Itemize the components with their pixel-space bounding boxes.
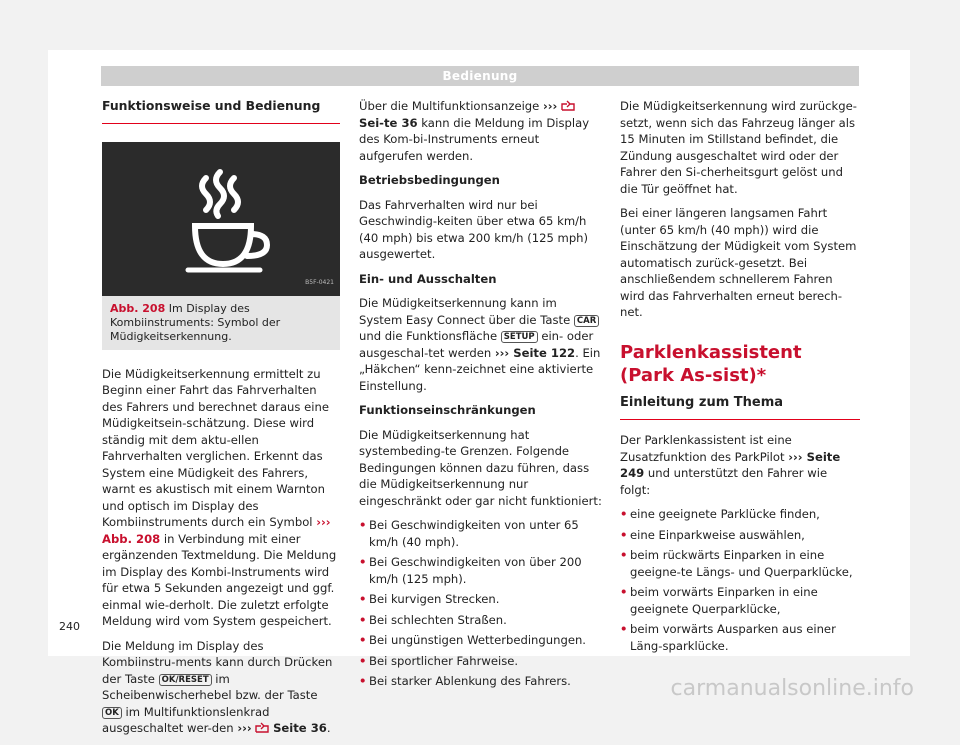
- page-link[interactable]: ››› Seite 249: [620, 449, 841, 480]
- text: Die Müdigkeitserkennung ermittelt zu Beginn einer Fahrt das Fahrverhalten des Fahrers und berechnet daraus eine Müdigkeitsein-schätzung. Diese wird ständig mit dem aktu-ellen Fahrverhalten verglichen. Erkennt das System eine Müdigkeit des Fahrers, warnt es akustisch mit einem Warnton und optisch im Display des Kombiinstruments durch ein Symbol: [102, 366, 329, 529]
- arrow-marker: ›››: [237, 721, 252, 735]
- page-header: Bedienung: [101, 66, 859, 86]
- list-item: • Bei starker Ablenkung des Fahrers.: [359, 673, 602, 690]
- bullet-list: [359, 517, 602, 690]
- text: . Ein „Häkchen“ kenn-zeichnet eine aktivierte Einstellung.: [359, 345, 601, 393]
- ok-key: OK: [102, 707, 122, 719]
- section-title: Funktionsweise und Bedienung: [102, 98, 340, 124]
- list-item: • Bei kurvigen Strecken.: [359, 591, 602, 608]
- coffee-cup-icon: [102, 142, 340, 296]
- paragraph: [359, 98, 602, 164]
- list-item: • Bei Geschwindigkeiten von unter 65 km/h (40 mph).: [359, 517, 602, 550]
- list-item: • Bei ungünstigen Wetterbedingungen.: [359, 632, 602, 649]
- text: und die Funktionsfläche: [359, 329, 501, 343]
- page-number: 240: [59, 620, 80, 633]
- list-item: • Bei schlechten Straßen.: [359, 612, 602, 629]
- list-item: • eine Einparkweise auswählen,: [620, 527, 860, 544]
- page-reference-icon: [561, 100, 575, 111]
- watermark: carmanualsonline.info: [670, 676, 914, 701]
- figure-caption: [102, 296, 340, 350]
- subheading: Ein- und Ausschalten: [359, 271, 497, 286]
- caption-ref: Abb. 208: [110, 301, 166, 315]
- arrow-marker: ›››: [542, 99, 558, 113]
- chapter-title: Parklenkassistent (Park As-sist)*: [620, 341, 802, 386]
- figure-code: B5F-0421: [305, 279, 334, 286]
- paragraph: Die Müdigkeitserkennung hat systembeding-te Grenzen. Folgende Bedingungen können dazu führen, dass die Müdigkeitserkennung nur eingeschränkt oder gar nicht funktioniert:: [359, 427, 602, 508]
- page-link[interactable]: ››› Seite 122: [494, 345, 576, 360]
- text: Die Meldung im Display des Kombiinstru-ments kann durch Drücken der Taste: [102, 638, 333, 686]
- list-item: • beim vorwärts Ausparken aus einer Läng-sparklücke.: [620, 621, 860, 654]
- text: Die Müdigkeitserkennung kann im System Easy Connect über die Taste: [359, 296, 574, 327]
- page-link[interactable]: Seite 36: [273, 721, 327, 735]
- figure-link[interactable]: ››› Abb. 208: [102, 515, 331, 546]
- paragraph: [620, 432, 860, 498]
- paragraph: [102, 366, 340, 630]
- subheading: Funktionseinschränkungen: [359, 403, 536, 417]
- list-item: • beim rückwärts Einparken in eine geeigne-te Längs- und Querparklücke,: [620, 547, 860, 580]
- column-2: [359, 98, 602, 696]
- list-item: • Bei Geschwindigkeiten von über 200 km/h (125 mph).: [359, 554, 602, 587]
- setup-key: SETUP: [501, 331, 538, 343]
- column-3: [620, 98, 860, 660]
- figure-display: [102, 142, 340, 296]
- text: und unterstützt den Fahrer wie folgt:: [620, 466, 828, 497]
- okreset-key: OK/RESET: [159, 674, 212, 686]
- page-link[interactable]: Sei-te 36: [359, 115, 418, 130]
- bullet-list: [620, 506, 860, 654]
- page-reference-icon: [255, 722, 269, 733]
- list-item: • Bei sportlicher Fahrweise.: [359, 653, 602, 670]
- list-item: • eine geeignete Parklücke finden,: [620, 506, 860, 523]
- paragraph: [102, 638, 340, 737]
- text: im Scheibenwischerhebel bzw. der Taste: [102, 671, 318, 702]
- text: Über die Multifunktionsanzeige: [359, 99, 543, 113]
- caption-text: Im Display des Kombiinstruments: Symbol der Müdigkeitserkennung.: [110, 301, 281, 343]
- paragraph: [359, 295, 602, 394]
- text: in Verbindung mit einer ergänzenden Textmeldung. Die Meldung im Display des Kombi-Instruments wird für etwa 5 Sekunden angezeigt und ggf. einmal wie-derholt. Die zuletzt erfolgte Meldung wird vom System gespeichert.: [102, 531, 337, 628]
- text: .: [326, 721, 331, 735]
- text: kann die Meldung im Display des Kom-bi-Instruments erneut aufgerufen werden.: [359, 115, 590, 163]
- paragraph: Das Fahrverhalten wird nur bei Geschwindig-keiten über etwa 65 km/h (40 mph) bis etwa 200 km/h (125 mph) ausgewertet.: [359, 197, 589, 261]
- section-title: Einleitung zum Thema: [620, 395, 860, 421]
- car-key: CAR: [574, 315, 599, 327]
- text: Der Parklenkassistent ist eine Zusatzfunktion des ParkPilot: [620, 433, 792, 464]
- text: im Multifunktionslenkrad ausgeschaltet wer-den: [102, 704, 270, 735]
- text: ein- oder ausgeschal-tet werden: [359, 329, 594, 360]
- subheading: Betriebsbedingungen: [359, 173, 500, 187]
- paragraph: Bei einer längeren langsamen Fahrt (unter 65 km/h (40 mph)) wird die Einschätzung der Müdigkeit vom System automatisch zurück-gesetzt. Bei anschließendem schnellerem Fahren wird das Fahrverhalten erneut berech-net.: [620, 206, 857, 319]
- paragraph: Die Müdigkeitserkennung wird zurückge-setzt, wenn sich das Fahrzeug länger als 15 Minuten im Stillstand befindet, die Zündung ausgeschaltet wird oder der Fahrer den Si-cherheitsgurt gelöst und die Tür geöffnet hat.: [620, 99, 857, 196]
- list-item: • beim vorwärts Einparken in eine geeignete Querparklücke,: [620, 584, 860, 617]
- column-1: [102, 98, 340, 745]
